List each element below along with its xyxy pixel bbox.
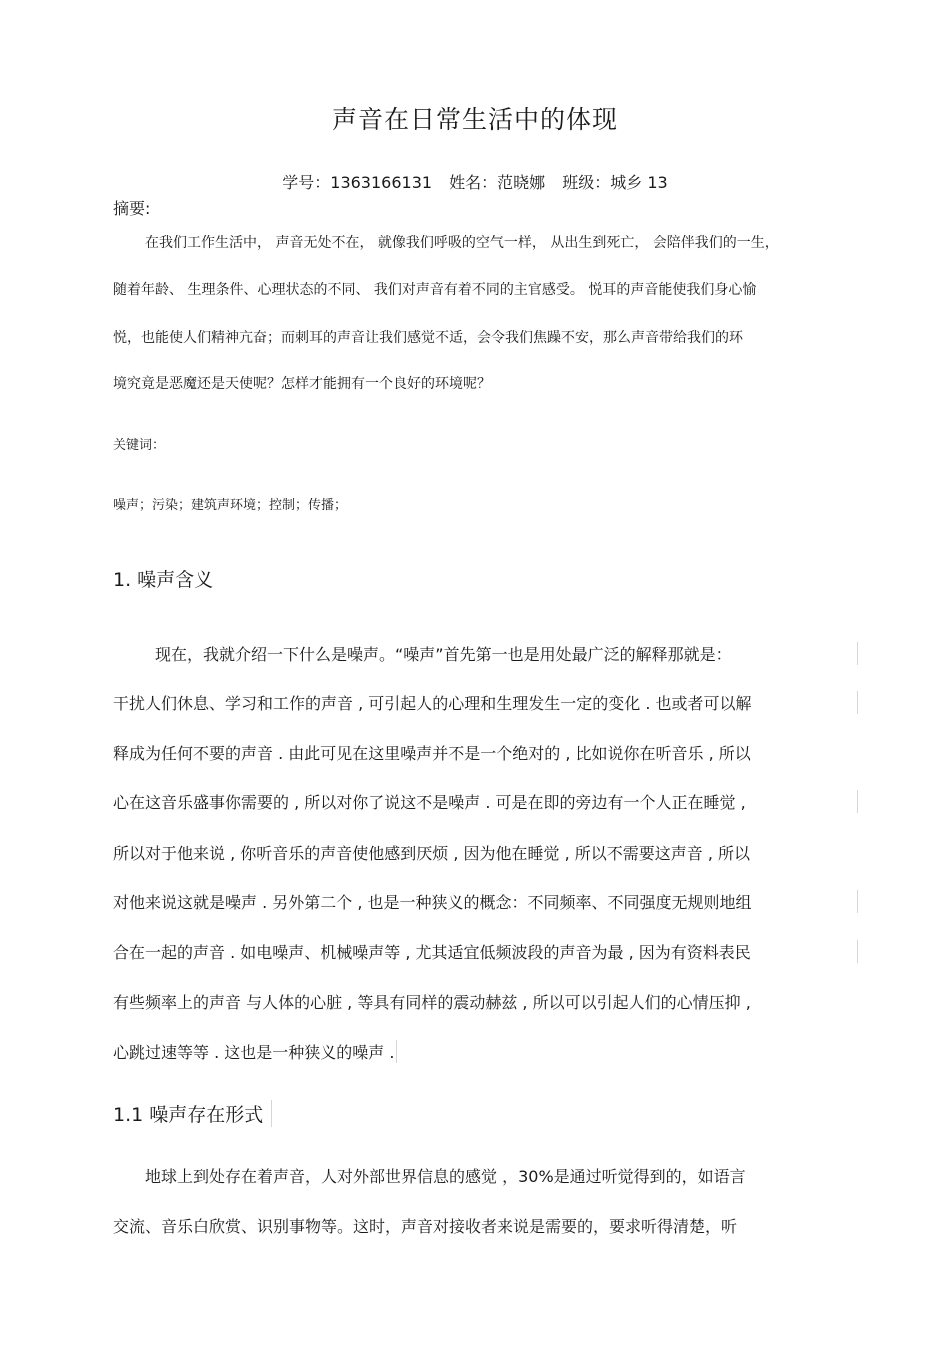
abstract-line: 悦，也能使人们精神亢奋；而刺耳的声音让我们感觉不适，会令我们焦躁不安，那么声音带给我们的环 <box>113 330 743 346</box>
keywords-label: 关键词： <box>113 438 166 453</box>
keywords-list: 噪声；污染；建筑声环境；控制；传播； <box>113 498 348 513</box>
student-id: 学号：1363166131 <box>282 173 433 192</box>
section-heading: 1. 噪声含义 <box>113 569 214 591</box>
paragraph-line: 地球上到处存在着声音，人对外部世界信息的感觉 ，30%是通过听觉得到的，如语言 <box>145 1167 746 1186</box>
paragraph-line: 对他来说这就是噪声 . 另外第二个 , 也是一种狭义的概念：不同频率、不同强度无规则地组 <box>113 890 858 913</box>
paragraph-line: 释成为任何不要的声音 . 由此可见在这里噪声并不是一个绝对的 , 比如说你在听音乐 , 所以 <box>113 744 751 763</box>
student-name: 姓名：范晓娜 <box>449 173 546 192</box>
student-class: 班级：城乡 13 <box>562 173 668 192</box>
paragraph-line: 有些频率上的声音 与人体的心脏 , 等具有同样的震动赫兹 , 所以可以引起人们的心情压抑 , <box>113 993 751 1012</box>
abstract-line: 随着年龄、 生理条件、心理状态的不同、 我们对声音有着不同的主官感受。 悦耳的声音能使我们身心愉 <box>113 282 757 298</box>
author-info <box>0 170 950 193</box>
page-title: 声音在日常生活中的体现 <box>331 105 618 134</box>
paragraph-line: 交流、音乐白欣赏、识别事物等。这时，声音对接收者来说是需要的，要求听得清楚，听 <box>113 1217 738 1236</box>
paragraph-line: 心跳过速等等 . 这也是一种狭义的噪声 . <box>113 1040 397 1063</box>
abstract-line: 在我们工作生活中， 声音无处不在， 就像我们呼吸的空气一样， 从出生到死亡， 会陪伴我们的一生， <box>145 235 779 251</box>
subsection-heading: 1.1 噪声存在形式 <box>113 1100 272 1127</box>
abstract-label: 摘要: <box>113 199 151 218</box>
paragraph-line: 心在这音乐盛事你需要的 , 所以对你了说这不是噪声 . 可是在即的旁边有一个人正在睡觉 , <box>113 790 858 813</box>
abstract-line: 境究竟是恶魔还是天使呢？怎样才能拥有一个良好的环境呢？ <box>113 376 491 392</box>
paragraph-line: 合在一起的声音 . 如电噪声、机械噪声等 , 尤其适宜低频波段的声音为最 , 因为有资料表民 <box>113 940 858 963</box>
paragraph-line: 现在，我就介绍一下什么是噪声。“噪声”首先第一也是用处最广泛的解释那就是： <box>155 642 858 665</box>
paragraph-line: 所以对于他来说 , 你听音乐的声音使他感到厌烦 , 因为他在睡觉 , 所以不需要这声音 , 所以 <box>113 844 751 863</box>
paragraph-line: 干扰人们休息、学习和工作的声音 , 可引起人的心理和生理发生一定的变化 . 也或者可以解 <box>113 691 858 714</box>
